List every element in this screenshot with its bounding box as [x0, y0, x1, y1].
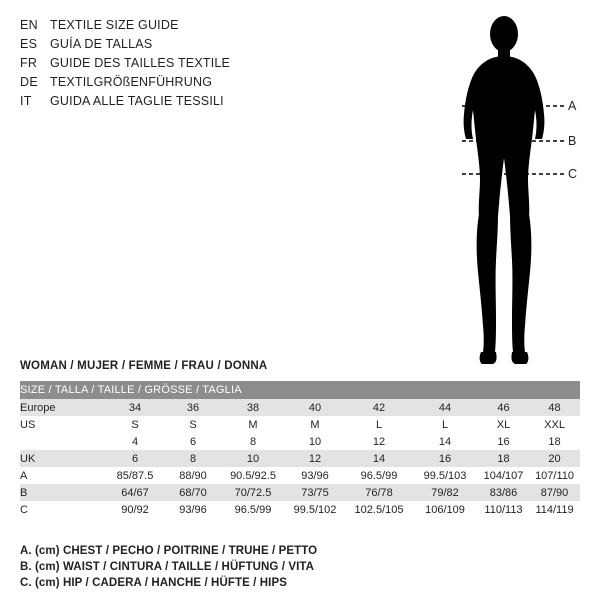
legend-row-a: A. (cm) CHEST / PECHO / POITRINE / TRUHE / PETTO	[20, 545, 318, 557]
cell-us-numeric-2: 8	[222, 433, 284, 450]
cell-a-4: 96.5/99	[346, 467, 412, 484]
woman-silhouette-icon	[464, 16, 545, 364]
language-title-fr: GUIDE DES TAILLES TEXTILE	[50, 56, 231, 70]
cell-c-6: 110/113	[478, 501, 529, 518]
cell-us-5: L	[412, 416, 478, 433]
row-label-a: A	[20, 467, 106, 484]
legend-row-b: B. (cm) WAIST / CINTURA / TAILLE / HÜFTUNG / VITA	[20, 561, 315, 573]
cell-us-2: M	[222, 416, 284, 433]
table-row	[20, 433, 580, 450]
language-code-fr: FR	[20, 56, 38, 70]
language-row-fr	[20, 54, 320, 73]
cell-b-4: 76/78	[346, 484, 412, 501]
cell-c-0: 90/92	[106, 501, 164, 518]
table-header-label: SIZE / TALLA / TAILLE / GRÖSSE / TAGLIA	[20, 381, 580, 399]
cell-europe-2: 38	[222, 399, 284, 416]
cell-us-7: XXL	[529, 416, 580, 433]
cell-c-1: 93/96	[164, 501, 222, 518]
language-code-it: IT	[20, 94, 32, 108]
size-table	[20, 381, 580, 518]
cell-uk-6: 18	[478, 450, 529, 467]
cell-us-numeric-1: 6	[164, 433, 222, 450]
language-title-it: GUIDA ALLE TAGLIE TESSILI	[50, 94, 224, 108]
marker-label-c: C	[568, 167, 578, 181]
cell-a-5: 99.5/103	[412, 467, 478, 484]
cell-a-1: 88/90	[164, 467, 222, 484]
language-code-en: EN	[20, 18, 38, 32]
language-row-de	[20, 73, 320, 92]
row-label-us-numeric	[20, 433, 106, 450]
cell-c-5: 106/109	[412, 501, 478, 518]
cell-europe-3: 40	[284, 399, 346, 416]
table-row	[20, 467, 580, 484]
cell-uk-5: 16	[412, 450, 478, 467]
table-row	[20, 416, 580, 433]
language-row-es	[20, 35, 320, 54]
language-title-es: GUÍA DE TALLAS	[50, 37, 153, 51]
marker-label-a: A	[568, 99, 577, 113]
cell-uk-0: 6	[106, 450, 164, 467]
language-code-es: ES	[20, 37, 38, 51]
cell-us-numeric-3: 10	[284, 433, 346, 450]
female-figure	[400, 8, 590, 370]
marker-label-b: B	[568, 134, 577, 148]
measurement-legend	[20, 543, 540, 591]
cell-europe-0: 34	[106, 399, 164, 416]
language-row-it	[20, 92, 320, 111]
cell-a-3: 93/96	[284, 467, 346, 484]
cell-us-6: XL	[478, 416, 529, 433]
cell-uk-2: 10	[222, 450, 284, 467]
cell-uk-4: 14	[346, 450, 412, 467]
cell-us-1: S	[164, 416, 222, 433]
legend-row-c: C. (cm) HIP / CADERA / HANCHE / HÜFTE / HIPS	[20, 577, 288, 589]
row-label-b: B	[20, 484, 106, 501]
cell-b-5: 79/82	[412, 484, 478, 501]
cell-c-7: 114/119	[529, 501, 580, 518]
language-title-de: TEXTILGRÖßENFÜHRUNG	[50, 75, 213, 89]
row-label-us: US	[20, 416, 106, 433]
cell-europe-1: 36	[164, 399, 222, 416]
cell-b-6: 83/86	[478, 484, 529, 501]
cell-europe-7: 48	[529, 399, 580, 416]
cell-europe-4: 42	[346, 399, 412, 416]
cell-us-numeric-5: 14	[412, 433, 478, 450]
cell-us-numeric-7: 18	[529, 433, 580, 450]
cell-c-4: 102.5/105	[346, 501, 412, 518]
cell-uk-3: 12	[284, 450, 346, 467]
cell-uk-1: 8	[164, 450, 222, 467]
cell-b-1: 68/70	[164, 484, 222, 501]
cell-us-0: S	[106, 416, 164, 433]
cell-us-numeric-4: 12	[346, 433, 412, 450]
cell-a-0: 85/87.5	[106, 467, 164, 484]
language-row-en	[20, 16, 320, 35]
cell-a-7: 107/110	[529, 467, 580, 484]
cell-c-2: 96.5/99	[222, 501, 284, 518]
cell-b-2: 70/72.5	[222, 484, 284, 501]
cell-us-4: L	[346, 416, 412, 433]
row-label-europe: Europe	[20, 399, 106, 416]
cell-uk-7: 20	[529, 450, 580, 467]
table-row	[20, 399, 580, 416]
cell-us-3: M	[284, 416, 346, 433]
language-title-en: TEXTILE SIZE GUIDE	[50, 18, 179, 32]
cell-b-0: 64/67	[106, 484, 164, 501]
woman-section-label: WOMAN / MUJER / FEMME / FRAU / DONNA	[20, 360, 268, 372]
row-label-c: C	[20, 501, 106, 518]
table-row	[20, 501, 580, 518]
table-row	[20, 450, 580, 467]
cell-b-7: 87/90	[529, 484, 580, 501]
cell-c-3: 99.5/102	[284, 501, 346, 518]
cell-a-2: 90.5/92.5	[222, 467, 284, 484]
cell-europe-6: 46	[478, 399, 529, 416]
cell-b-3: 73/75	[284, 484, 346, 501]
language-code-de: DE	[20, 75, 38, 89]
table-header-row	[20, 381, 580, 399]
table-row	[20, 484, 580, 501]
cell-us-numeric-6: 16	[478, 433, 529, 450]
cell-europe-5: 44	[412, 399, 478, 416]
language-header-block	[20, 16, 320, 111]
cell-a-6: 104/107	[478, 467, 529, 484]
cell-us-numeric-0: 4	[106, 433, 164, 450]
row-label-uk: UK	[20, 450, 106, 467]
